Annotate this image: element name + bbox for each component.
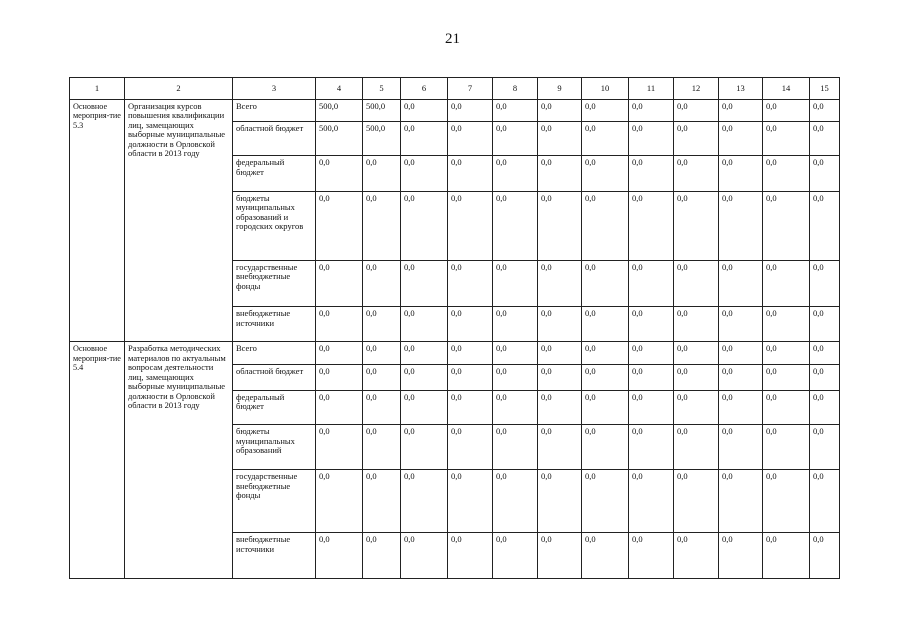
- value-cell: 0,0: [810, 470, 840, 533]
- value-cell: 0,0: [719, 307, 763, 342]
- funding-source: Всего: [233, 99, 316, 122]
- value-cell: 0,0: [810, 365, 840, 391]
- funding-source: бюджеты муниципальных образований: [233, 425, 316, 470]
- value-cell: 0,0: [674, 425, 719, 470]
- value-cell: 0,0: [363, 365, 401, 391]
- value-cell: 0,0: [810, 191, 840, 260]
- budget-table: [69, 77, 840, 579]
- header-cell-10: 10: [582, 78, 629, 100]
- value-cell: 0,0: [448, 122, 493, 156]
- funding-source: внебюджетные источники: [233, 533, 316, 579]
- value-cell: 0,0: [493, 307, 538, 342]
- value-cell: 0,0: [538, 470, 582, 533]
- value-cell: 0,0: [582, 365, 629, 391]
- value-cell: 0,0: [363, 307, 401, 342]
- header-cell-12: 12: [674, 78, 719, 100]
- value-cell: 0,0: [538, 99, 582, 122]
- activity-code: Основное мероприя-тие 5.3: [70, 99, 125, 342]
- value-cell: 0,0: [582, 342, 629, 365]
- funding-source: государственные внебюджетные фонды: [233, 470, 316, 533]
- value-cell: 0,0: [538, 260, 582, 306]
- funding-source: внебюджетные источники: [233, 307, 316, 342]
- value-cell: 0,0: [363, 342, 401, 365]
- value-cell: 0,0: [493, 365, 538, 391]
- value-cell: 0,0: [719, 365, 763, 391]
- value-cell: 0,0: [448, 365, 493, 391]
- header-cell-2: 2: [125, 78, 233, 100]
- value-cell: 0,0: [448, 260, 493, 306]
- value-cell: 0,0: [719, 191, 763, 260]
- value-cell: 500,0: [363, 122, 401, 156]
- value-cell: 0,0: [763, 533, 810, 579]
- header-cell-9: 9: [538, 78, 582, 100]
- value-cell: 0,0: [316, 156, 363, 191]
- value-cell: 500,0: [363, 99, 401, 122]
- value-cell: 0,0: [448, 156, 493, 191]
- value-cell: 500,0: [316, 99, 363, 122]
- value-cell: 0,0: [582, 156, 629, 191]
- value-cell: 0,0: [674, 122, 719, 156]
- value-cell: 0,0: [763, 307, 810, 342]
- activity-code: Основное мероприя-тие 5.4: [70, 342, 125, 579]
- value-cell: 0,0: [763, 342, 810, 365]
- value-cell: 0,0: [582, 470, 629, 533]
- table-row: [70, 99, 840, 122]
- value-cell: 0,0: [401, 425, 448, 470]
- value-cell: 0,0: [582, 191, 629, 260]
- value-cell: 0,0: [629, 99, 674, 122]
- value-cell: 0,0: [629, 425, 674, 470]
- value-cell: 0,0: [719, 425, 763, 470]
- value-cell: 0,0: [316, 191, 363, 260]
- value-cell: 0,0: [363, 260, 401, 306]
- value-cell: 0,0: [363, 191, 401, 260]
- value-cell: 0,0: [316, 470, 363, 533]
- header-cell-8: 8: [493, 78, 538, 100]
- value-cell: 0,0: [363, 533, 401, 579]
- value-cell: 0,0: [810, 260, 840, 306]
- value-cell: 0,0: [674, 99, 719, 122]
- value-cell: 0,0: [448, 425, 493, 470]
- funding-source: областной бюджет: [233, 365, 316, 391]
- value-cell: 0,0: [316, 260, 363, 306]
- value-cell: 0,0: [401, 342, 448, 365]
- value-cell: 0,0: [719, 533, 763, 579]
- value-cell: 0,0: [363, 390, 401, 424]
- value-cell: 0,0: [401, 191, 448, 260]
- value-cell: 0,0: [810, 342, 840, 365]
- value-cell: 0,0: [538, 390, 582, 424]
- value-cell: 0,0: [719, 390, 763, 424]
- funding-source: областной бюджет: [233, 122, 316, 156]
- value-cell: 0,0: [674, 191, 719, 260]
- value-cell: 0,0: [538, 122, 582, 156]
- value-cell: 0,0: [316, 425, 363, 470]
- value-cell: 0,0: [538, 191, 582, 260]
- value-cell: 0,0: [582, 260, 629, 306]
- value-cell: 0,0: [538, 342, 582, 365]
- activity-description: Разработка методических материалов по актуальным вопросам деятельности лиц, замещающих выборные муниципальные должности в Орловской области в 2013 году: [125, 342, 233, 579]
- header-cell-1: 1: [70, 78, 125, 100]
- value-cell: 0,0: [719, 260, 763, 306]
- value-cell: 0,0: [401, 307, 448, 342]
- value-cell: 0,0: [448, 390, 493, 424]
- value-cell: 0,0: [763, 99, 810, 122]
- value-cell: 0,0: [493, 342, 538, 365]
- value-cell: 0,0: [448, 470, 493, 533]
- value-cell: 0,0: [448, 533, 493, 579]
- value-cell: 0,0: [582, 533, 629, 579]
- value-cell: 0,0: [719, 122, 763, 156]
- value-cell: 0,0: [538, 533, 582, 579]
- value-cell: 0,0: [582, 122, 629, 156]
- value-cell: 0,0: [316, 342, 363, 365]
- value-cell: 0,0: [582, 307, 629, 342]
- value-cell: 0,0: [493, 260, 538, 306]
- value-cell: 0,0: [719, 156, 763, 191]
- funding-source: Всего: [233, 342, 316, 365]
- value-cell: 0,0: [674, 365, 719, 391]
- page-number: 21: [445, 31, 460, 47]
- header-cell-14: 14: [763, 78, 810, 100]
- value-cell: 0,0: [674, 390, 719, 424]
- header-cell-5: 5: [363, 78, 401, 100]
- header-cell-6: 6: [401, 78, 448, 100]
- value-cell: 0,0: [763, 122, 810, 156]
- value-cell: 0,0: [629, 342, 674, 365]
- header-row: [70, 78, 840, 100]
- value-cell: 0,0: [401, 470, 448, 533]
- value-cell: 0,0: [363, 425, 401, 470]
- value-cell: 0,0: [763, 425, 810, 470]
- value-cell: 0,0: [629, 191, 674, 260]
- value-cell: 500,0: [316, 122, 363, 156]
- value-cell: 0,0: [493, 425, 538, 470]
- value-cell: 0,0: [719, 470, 763, 533]
- value-cell: 0,0: [493, 156, 538, 191]
- header-cell-3: 3: [233, 78, 316, 100]
- value-cell: 0,0: [629, 122, 674, 156]
- value-cell: 0,0: [363, 470, 401, 533]
- activity-description: Организация курсов повышения квалификации лиц, замещающих выборные муниципальные должности в Орловской области в 2013 году: [125, 99, 233, 342]
- value-cell: 0,0: [810, 99, 840, 122]
- value-cell: 0,0: [401, 122, 448, 156]
- value-cell: 0,0: [763, 156, 810, 191]
- value-cell: 0,0: [316, 533, 363, 579]
- value-cell: 0,0: [763, 260, 810, 306]
- value-cell: 0,0: [674, 533, 719, 579]
- value-cell: 0,0: [674, 260, 719, 306]
- value-cell: 0,0: [582, 425, 629, 470]
- value-cell: 0,0: [493, 533, 538, 579]
- value-cell: 0,0: [719, 342, 763, 365]
- value-cell: 0,0: [810, 156, 840, 191]
- value-cell: 0,0: [401, 390, 448, 424]
- value-cell: 0,0: [401, 365, 448, 391]
- value-cell: 0,0: [582, 390, 629, 424]
- value-cell: 0,0: [629, 470, 674, 533]
- value-cell: 0,0: [448, 307, 493, 342]
- value-cell: 0,0: [629, 365, 674, 391]
- value-cell: 0,0: [316, 307, 363, 342]
- value-cell: 0,0: [538, 307, 582, 342]
- value-cell: 0,0: [582, 99, 629, 122]
- value-cell: 0,0: [493, 99, 538, 122]
- header-cell-11: 11: [629, 78, 674, 100]
- value-cell: 0,0: [493, 122, 538, 156]
- value-cell: 0,0: [810, 533, 840, 579]
- funding-source: федеральный бюджет: [233, 156, 316, 191]
- value-cell: 0,0: [763, 191, 810, 260]
- value-cell: 0,0: [538, 156, 582, 191]
- header-cell-15: 15: [810, 78, 840, 100]
- value-cell: 0,0: [674, 470, 719, 533]
- header-cell-4: 4: [316, 78, 363, 100]
- value-cell: 0,0: [763, 390, 810, 424]
- value-cell: 0,0: [448, 191, 493, 260]
- value-cell: 0,0: [763, 470, 810, 533]
- header-cell-7: 7: [448, 78, 493, 100]
- value-cell: 0,0: [629, 390, 674, 424]
- value-cell: 0,0: [448, 342, 493, 365]
- value-cell: 0,0: [629, 156, 674, 191]
- value-cell: 0,0: [493, 390, 538, 424]
- value-cell: 0,0: [674, 156, 719, 191]
- value-cell: 0,0: [538, 365, 582, 391]
- value-cell: 0,0: [401, 533, 448, 579]
- value-cell: 0,0: [316, 390, 363, 424]
- value-cell: 0,0: [401, 99, 448, 122]
- table-row: [70, 342, 840, 365]
- value-cell: 0,0: [538, 425, 582, 470]
- value-cell: 0,0: [629, 307, 674, 342]
- value-cell: 0,0: [719, 99, 763, 122]
- value-cell: 0,0: [810, 425, 840, 470]
- value-cell: 0,0: [363, 156, 401, 191]
- value-cell: 0,0: [763, 365, 810, 391]
- value-cell: 0,0: [810, 122, 840, 156]
- header-cell-13: 13: [719, 78, 763, 100]
- value-cell: 0,0: [674, 342, 719, 365]
- value-cell: 0,0: [810, 390, 840, 424]
- value-cell: 0,0: [629, 533, 674, 579]
- value-cell: 0,0: [493, 191, 538, 260]
- value-cell: 0,0: [674, 307, 719, 342]
- value-cell: 0,0: [401, 156, 448, 191]
- value-cell: 0,0: [493, 470, 538, 533]
- value-cell: 0,0: [629, 260, 674, 306]
- funding-source: бюджеты муниципальных образований и городских округов: [233, 191, 316, 260]
- funding-source: федеральный бюджет: [233, 390, 316, 424]
- value-cell: 0,0: [401, 260, 448, 306]
- value-cell: 0,0: [448, 99, 493, 122]
- value-cell: 0,0: [810, 307, 840, 342]
- value-cell: 0,0: [316, 365, 363, 391]
- funding-source: государственные внебюджетные фонды: [233, 260, 316, 306]
